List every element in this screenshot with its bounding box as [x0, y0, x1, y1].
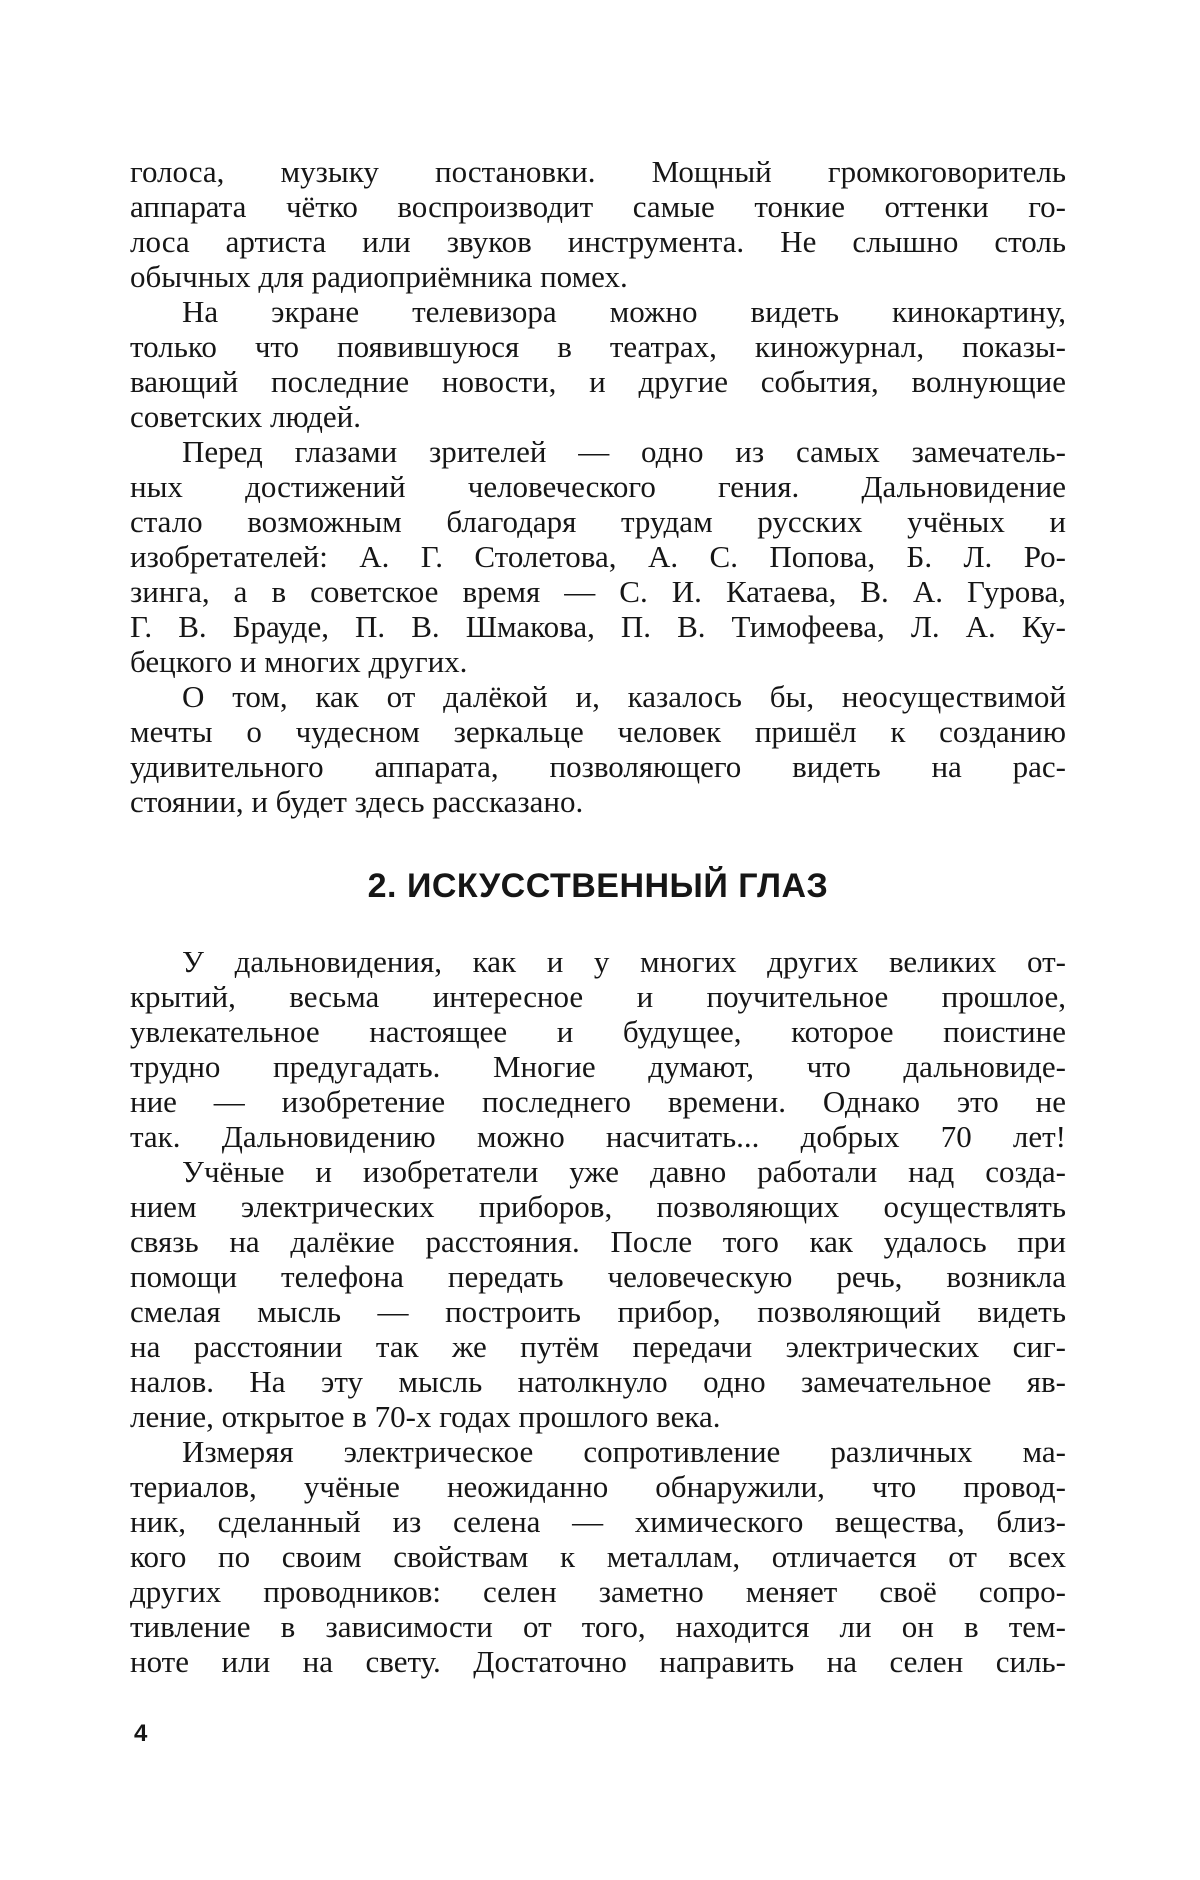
paragraph	[130, 944, 1066, 1154]
paragraph	[130, 434, 1066, 679]
text-line: мечты о чудесном зеркальце человек пришёл к созданию	[130, 714, 1066, 749]
text-line: лоса артиста или звуков инструмента. Не слышно столь	[130, 224, 1066, 259]
text-block-upper	[130, 154, 1066, 819]
text-line: налов. На эту мысль натолкнуло одно замечательное яв-	[130, 1364, 1066, 1399]
text-line: вающий последние новости, и другие события, волнующие	[130, 364, 1066, 399]
text-line: обычных для радиоприёмника помех.	[130, 259, 628, 294]
text-line: голоса, музыку постановки. Мощный громкоговоритель	[130, 154, 1066, 189]
text-line: увлекательное настоящее и будущее, которое поистине	[130, 1014, 1066, 1049]
text-line: кого по своим свойствам к металлам, отличается от всех	[130, 1539, 1066, 1574]
text-line: На экране телевизора можно видеть кинокартину,	[182, 294, 1066, 329]
text-line: на расстоянии так же путём передачи электрических сиг-	[130, 1329, 1066, 1364]
text-line: других проводников: селен заметно меняет своё сопро-	[130, 1574, 1066, 1609]
text-line: стоянии, и будет здесь рассказано.	[130, 784, 584, 819]
text-line: бецкого и многих других.	[130, 644, 468, 679]
text-line: териалов, учёные неожиданно обнаружили, что провод-	[130, 1469, 1066, 1504]
text-line: советских людей.	[130, 399, 361, 434]
text-line: ление, открытое в 70-х годах прошлого века.	[130, 1399, 721, 1434]
text-line: зинга, а в советское время — С. И. Катаева, В. А. Гурова,	[130, 574, 1066, 609]
text-line: Г. В. Брауде, П. В. Шмакова, П. В. Тимофеева, Л. А. Ку-	[130, 609, 1066, 644]
text-line: У дальновидения, как и у многих других великих от-	[182, 944, 1066, 979]
text-line: Учёные и изобретатели уже давно работали над созда-	[182, 1154, 1066, 1189]
text-line: О том, как от далёкой и, казалось бы, неосуществимой	[182, 679, 1066, 714]
text-line: аппарата чётко воспроизводит самые тонкие оттенки го-	[130, 189, 1066, 224]
text-line: только что появившуюся в театрах, киножурнал, показы-	[130, 329, 1066, 364]
paragraph	[130, 679, 1066, 819]
paragraph	[130, 1154, 1066, 1434]
text-line: так. Дальновидению можно насчитать... добрых 70 лет!	[130, 1119, 1066, 1154]
text-line: связь на далёкие расстояния. После того как удалось при	[130, 1224, 1066, 1259]
text-block-lower	[130, 944, 1066, 1679]
text-line: ноте или на свету. Достаточно направить на селен силь-	[130, 1644, 1066, 1679]
paragraph	[130, 1434, 1066, 1679]
text-line: смелая мысль — построить прибор, позволяющий видеть	[130, 1294, 1066, 1329]
paragraph	[130, 154, 1066, 294]
text-line: тивление в зависимости от того, находится ли он в тем-	[130, 1609, 1066, 1644]
text-line: трудно предугадать. Многие думают, что дальновиде-	[130, 1049, 1066, 1084]
text-line: ных достижений человеческого гения. Дальновидение	[130, 469, 1066, 504]
text-line: ние — изобретение последнего времени. Однако это не	[130, 1084, 1066, 1119]
text-line: нием электрических приборов, позволяющих осуществлять	[130, 1189, 1066, 1224]
text-line: изобретателей: А. Г. Столетова, А. С. Попова, Б. Л. Ро-	[130, 539, 1066, 574]
paragraph	[130, 294, 1066, 434]
text-line: помощи телефона передать человеческую речь, возникла	[130, 1259, 1066, 1294]
text-line: удивительного аппарата, позволяющего видеть на рас-	[130, 749, 1066, 784]
page-number: 4	[134, 1720, 148, 1747]
text-line: Перед глазами зрителей — одно из самых замечатель-	[182, 434, 1066, 469]
text-line: Измеряя электрическое сопротивление различных ма-	[182, 1434, 1066, 1469]
text-line: крытий, весьма интересное и поучительное прошлое,	[130, 979, 1066, 1014]
text-line: ник, сделанный из селена — химического вещества, близ-	[130, 1504, 1066, 1539]
section-heading: 2. ИСКУССТВЕННЫЙ ГЛАЗ	[367, 867, 829, 905]
text-line: стало возможным благодаря трудам русских учёных и	[130, 504, 1066, 539]
